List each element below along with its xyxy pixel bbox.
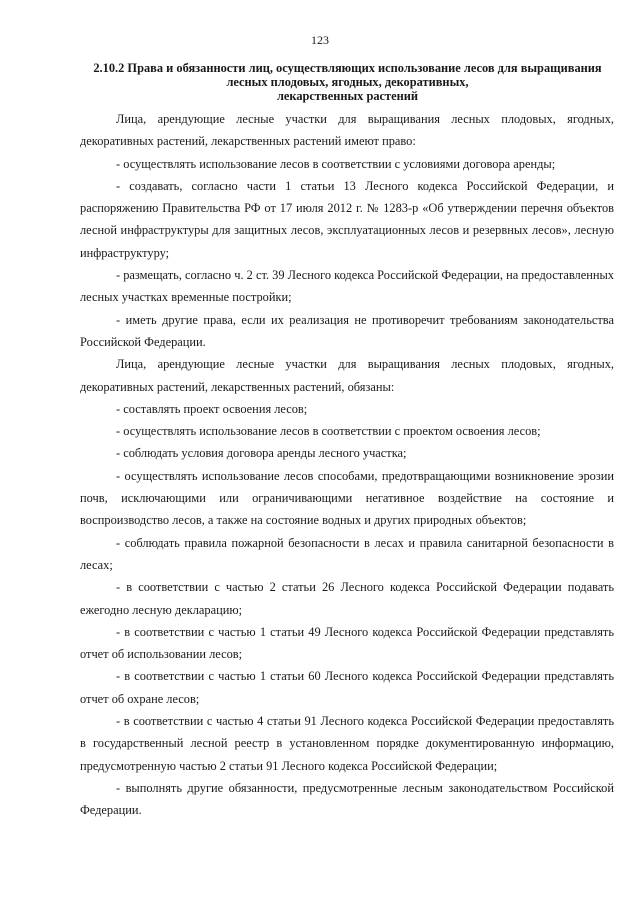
paragraph-obligations-intro: Лица, арендующие лесные участки для выращивания лесных плодовых, ягодных, декоративных растений, лекарственных растений, обязаны: xyxy=(80,357,614,394)
heading-line-3: лекарственных растений xyxy=(276,89,419,103)
list-item-right-create-infrastructure: - создавать, согласно части 1 статьи 13 Лесного кодекса Российской Федерации, и распоряжению Правительства РФ от 17 июля 2012 г. № 1283-р «Об утверждении перечня объектов лесной инфраструктуры для защитных лесов, эксплуатационных лесов и резервных лесов», лесную инфраструктуру; xyxy=(80,178,614,260)
list-item-obligation-use-per-project: - осуществлять использование лесов в соответствии с проектом освоения лесов; xyxy=(116,424,541,439)
list-item-obligation-erosion: - осуществлять использование лесов способами, предотвращающими возникновение эрозии почв, исключающими или ограничивающими негативное воздействие на состояние и воспроизводство лесов, а также на состояние водных и других природных объектов; xyxy=(80,468,614,528)
list-item-obligation-protection-report: - в соответствии с частью 1 статьи 60 Лесного кодекса Российской Федерации представлять отчет об охране лесов; xyxy=(80,669,614,706)
list-item-obligation-usage-report: - в соответствии с частью 1 статьи 49 Лесного кодекса Российской Федерации представлять отчет об использовании лесов; xyxy=(80,624,614,662)
document-body xyxy=(80,108,614,822)
list-item-right-use-forests: - осуществлять использование лесов в соответствии с условиями договора аренды; xyxy=(116,156,556,171)
list-item-obligation-declaration: - в соответствии с частью 2 статьи 26 Лесного кодекса Российской Федерации подавать ежегодно лесную декларацию; xyxy=(80,580,614,617)
page-number: 123 xyxy=(311,33,329,47)
heading-line-1: 2.10.2 Права и обязанности лиц, осуществляющих использование лесов для выращивания xyxy=(93,61,602,75)
list-item-obligation-fire-safety: - соблюдать правила пожарной безопасности в лесах и правила санитарной безопасности в лесах; xyxy=(80,535,614,572)
list-item-right-other: - иметь другие права, если их реализация не противоречит требованиям законодательства Российской Федерации. xyxy=(80,312,614,349)
list-item-obligation-other: - выполнять другие обязанности, предусмотренные лесным законодательством Российской Федерации. xyxy=(80,780,614,818)
paragraph-rights-intro: Лица, арендующие лесные участки для выращивания лесных плодовых, ягодных, декоративных растений, лекарственных растений имеют право: xyxy=(80,112,614,149)
heading-line-2: лесных плодовых, ягодных, декоративных, xyxy=(226,75,469,89)
section-heading xyxy=(80,61,615,103)
list-item-right-temporary-buildings: - размещать, согласно ч. 2 ст. 39 Лесного кодекса Российской Федерации, на предоставленных лесных участках временные постройки; xyxy=(80,268,614,305)
list-item-obligation-project: - составлять проект освоения лесов; xyxy=(116,401,308,416)
list-item-obligation-lease-terms: - соблюдать условия договора аренды лесного участка; xyxy=(116,446,407,461)
list-item-obligation-forest-registry: - в соответствии с частью 4 статьи 91 Лесного кодекса Российской Федерации предоставлять в государственный лесной реестр в установленном порядке документированную информацию, предусмотренную частью 2 статьи 91 Лесного кодекса Российской Федерации; xyxy=(80,714,614,773)
